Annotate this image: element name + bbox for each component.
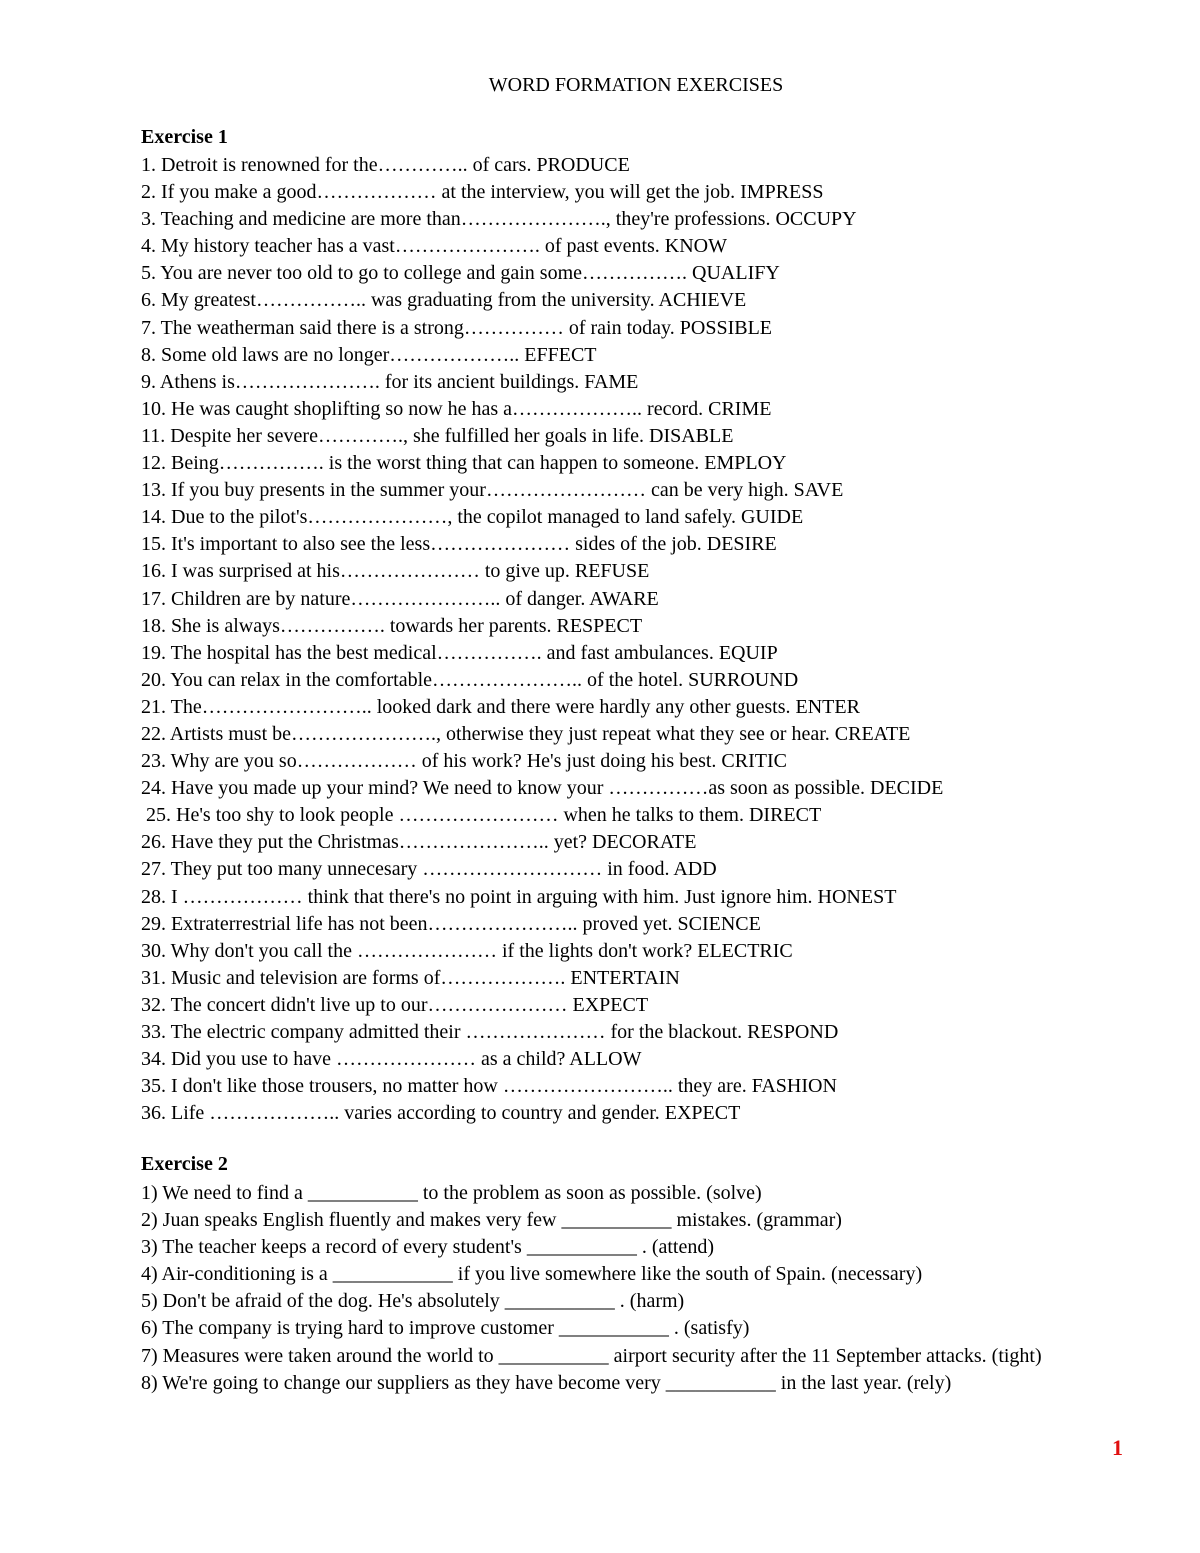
exercise-1-item: 33. The electric company admitted their ………………… for the blackout. RESPOND — [141, 1021, 839, 1043]
exercise-1-item: 26. Have they put the Christmas………………….. yet? DECORATE — [141, 831, 697, 854]
exercise-1-item: 19. The hospital has the best medical……………. and fast ambulances. EQUIP — [141, 641, 778, 664]
exercise-2-item: 3) The teacher keeps a record of every student's ___________ . (attend) — [141, 1236, 715, 1259]
exercise-1-item: 24. Have you made up your mind? We need to know your ……………as soon as possible. DECIDE — [141, 777, 944, 800]
exercise-2-item: 5) Don't be afraid of the dog. He's absolutely ___________ . (harm) — [141, 1290, 685, 1313]
exercise-1-item: 22. Artists must be…………………., otherwise they just repeat what they see or hear. CREATE — [141, 722, 911, 745]
exercise-1-item: 27. They put too many unnecesary ……………………… in food. ADD — [141, 858, 717, 881]
exercise-1-item: 5. You are never too old to go to college and gain some……………. QUALIFY — [141, 262, 780, 285]
exercise-1-item: 18. She is always……………. towards her parents. RESPECT — [141, 614, 643, 637]
exercise-1-item: 28. I ……………… think that there's no point in arguing with him. Just ignore him. HONEST — [141, 885, 897, 908]
exercise-2-item: 2) Juan speaks English fluently and makes very few ___________ mistakes. (grammar) — [141, 1209, 842, 1232]
exercise-1-item: 25. He's too shy to look people …………………… when he talks to them. DIRECT — [146, 804, 822, 827]
exercise-1-item: 4. My history teacher has a vast…………………. of past events. KNOW — [141, 235, 727, 258]
exercise-1-item: 35. I don't like those trousers, no matter how …………………….. they are. FASHION — [141, 1075, 837, 1098]
exercise-1-item: 11. Despite her severe…………., she fulfilled her goals in life. DISABLE — [141, 424, 734, 447]
exercise-1-item: 10. He was caught shoplifting so now he has a……………….. record. CRIME — [141, 397, 772, 420]
exercise-1-item: 8. Some old laws are no longer……………….. EFFECT — [141, 343, 597, 366]
exercise-2-item: 7) Measures were taken around the world to ___________ airport security after the 11 September attacks. (tight) — [141, 1344, 1042, 1367]
exercise-2-item: 4) Air-conditioning is a ____________ if you live somewhere like the south of Spain. (necessary) — [141, 1263, 923, 1286]
exercise-1-item: 31. Music and television are forms of………………. ENTERTAIN — [141, 966, 680, 989]
exercise-1-item: 3. Teaching and medicine are more than…………………., they're professions. OCCUPY — [141, 208, 857, 231]
exercise-1-item: 20. You can relax in the comfortable………………….. of the hotel. SURROUND — [141, 668, 799, 691]
exercise-1-item: 14. Due to the pilot's…………………, the copilot managed to land safely. GUIDE — [141, 506, 804, 529]
exercise-1-item: 1. Detroit is renowned for the………….. of cars. PRODUCE — [141, 154, 630, 176]
exercise-2-item: 6) The company is trying hard to improve customer ___________ . (satisfy) — [141, 1317, 750, 1340]
exercise-1-item: 2. If you make a good……………… at the interview, you will get the job. IMPRESS — [141, 181, 824, 204]
exercise-1-item: 36. Life ……………….. varies according to country and gender. EXPECT — [141, 1102, 741, 1125]
exercise-2-item: 8) We're going to change our suppliers as they have become very ___________ in the last year. (rely) — [141, 1371, 952, 1394]
exercise-1-item: 21. The…………………….. looked dark and there were hardly any other guests. ENTER — [141, 695, 860, 718]
document-title: WORD FORMATION EXERCISES — [488, 74, 784, 96]
exercise-1-list — [141, 152, 1151, 1127]
exercise-1-item: 17. Children are by nature………………….. of danger. AWARE — [141, 587, 659, 610]
exercise-1-item: 16. I was surprised at his………………… to give up. REFUSE — [141, 560, 650, 583]
exercise-2-list — [141, 1180, 1151, 1397]
exercise-1-item: 32. The concert didn't live up to our………………… EXPECT — [141, 993, 649, 1016]
exercise-1-item: 6. My greatest…………….. was graduating from the university. ACHIEVE — [141, 289, 747, 312]
page-number: 1 — [1112, 1435, 1123, 1460]
exercise-1-item: 12. Being……………. is the worst thing that can happen to someone. EMPLOY — [141, 452, 787, 475]
exercise-1-item: 30. Why don't you call the ………………… if the lights don't work? ELECTRIC — [141, 939, 793, 962]
exercise-1-item: 13. If you buy presents in the summer your…………………… can be very high. SAVE — [141, 479, 844, 502]
exercise-2-item: 1) We need to find a ___________ to the problem as soon as possible. (solve) — [141, 1182, 762, 1204]
exercise-1-item: 23. Why are you so……………… of his work? He's just doing his best. CRITIC — [141, 750, 787, 773]
exercise-1-item: 7. The weatherman said there is a strong…………… of rain today. POSSIBLE — [141, 316, 772, 339]
exercise-1-item: 15. It's important to also see the less………………… sides of the job. DESIRE — [141, 533, 777, 556]
exercise-1-item: 34. Did you use to have ………………… as a child? ALLOW — [141, 1048, 642, 1071]
exercise-1-item: 9. Athens is…………………. for its ancient buildings. FAME — [141, 370, 639, 393]
exercise-1-item: 29. Extraterrestrial life has not been………………….. proved yet. SCIENCE — [141, 912, 761, 935]
exercise-1-heading: Exercise 1 — [141, 126, 228, 148]
exercise-2-heading: Exercise 2 — [141, 1153, 228, 1175]
